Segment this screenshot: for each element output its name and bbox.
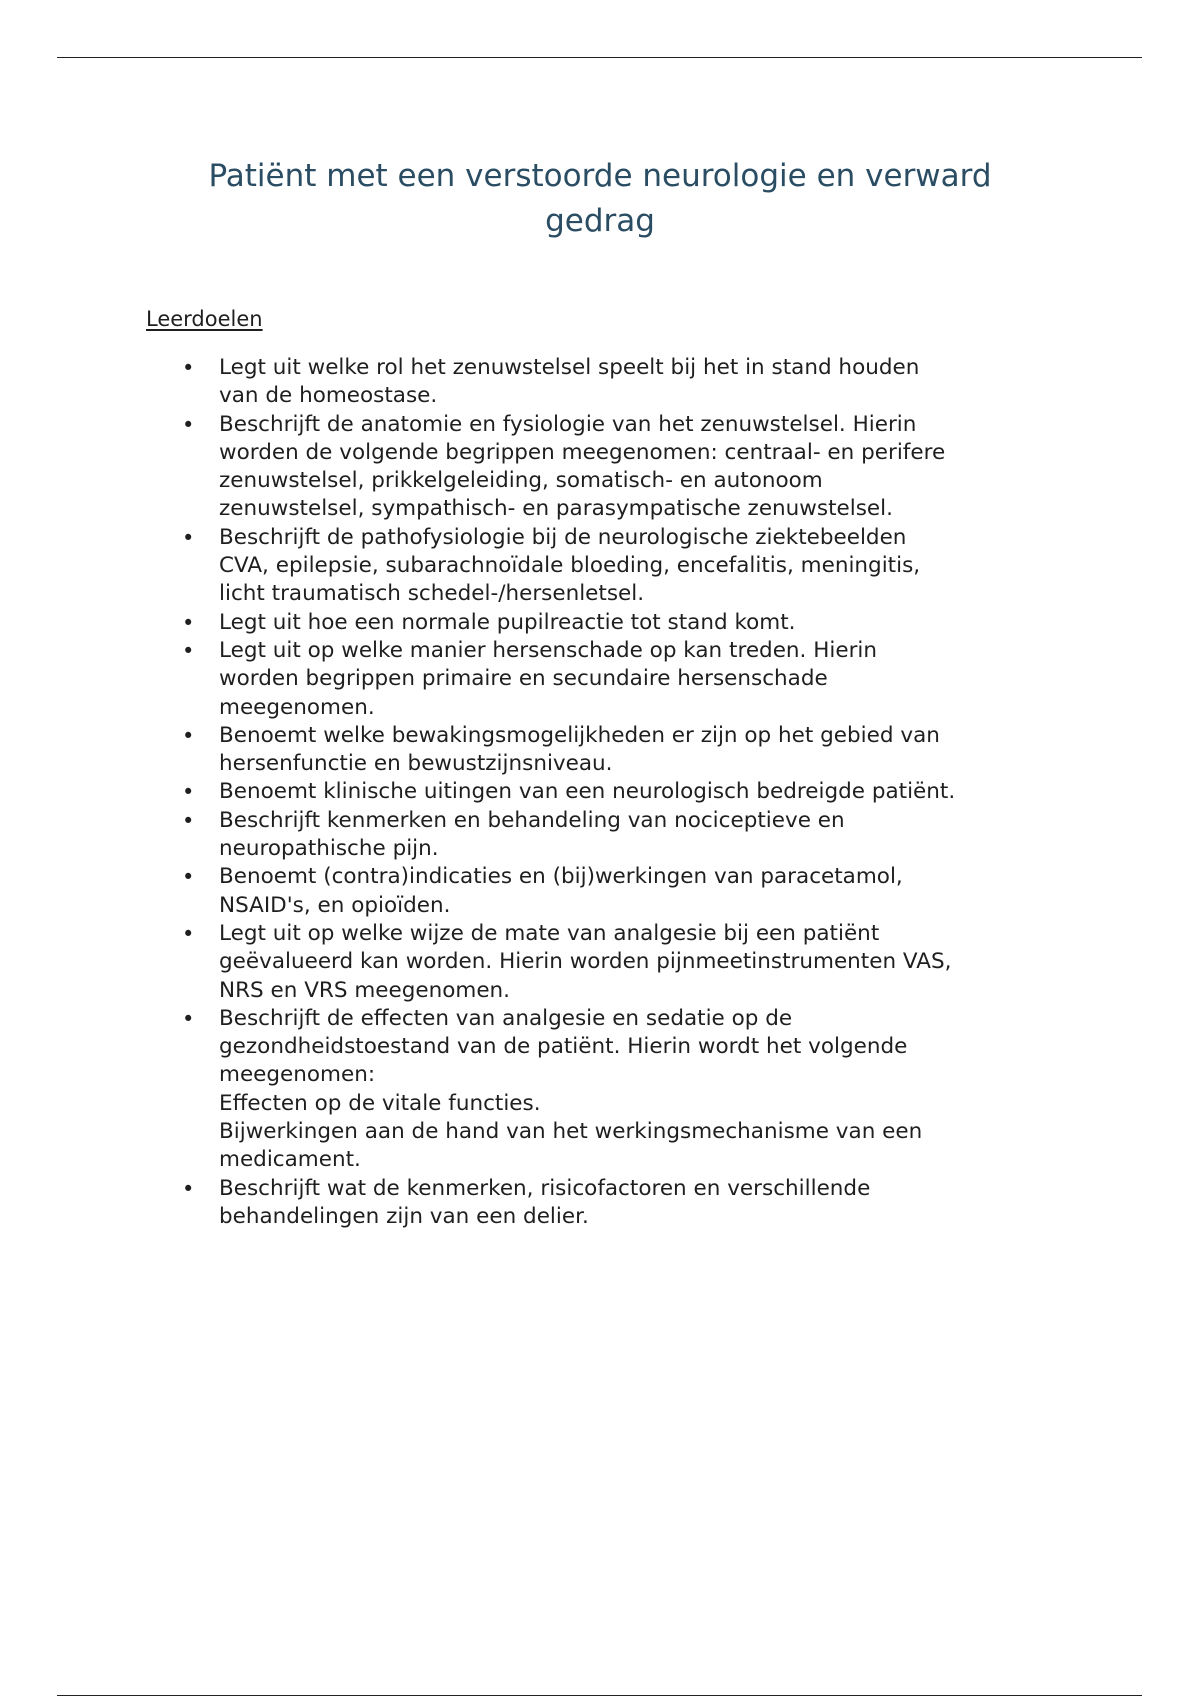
learning-goal-item bbox=[146, 863, 1066, 920]
learning-goals-list bbox=[146, 354, 1066, 1231]
bullet-icon: • bbox=[182, 1006, 195, 1031]
learning-goal-item bbox=[146, 1005, 1066, 1175]
top-rule bbox=[57, 57, 1142, 58]
learning-goal-text: geëvalueerd kan worden. Hierin worden pijnmeetinstrumenten VAS, bbox=[219, 949, 952, 975]
learning-goal-text: NRS en VRS meegenomen. bbox=[219, 977, 511, 1003]
bullet-icon: • bbox=[182, 723, 195, 748]
learning-goal-text: gezondheidstoestand van de patiënt. Hierin wordt het volgende bbox=[219, 1034, 908, 1060]
learning-goal-text: medicament. bbox=[219, 1147, 361, 1173]
bullet-icon: • bbox=[182, 865, 195, 890]
learning-goal-text: worden begrippen primaire en secundaire hersenschade bbox=[219, 666, 828, 692]
learning-goal-item bbox=[146, 411, 1066, 524]
bullet-icon: • bbox=[182, 921, 195, 946]
learning-goal-text: Beschrijft de anatomie en fysiologie van het zenuwstelsel. Hierin bbox=[219, 411, 917, 437]
page-title bbox=[160, 154, 1040, 244]
learning-goal-text: meegenomen. bbox=[219, 694, 375, 720]
learning-goal-text: zenuwstelsel, prikkelgeleiding, somatisch- en autonoom bbox=[219, 468, 823, 494]
learning-goal-item bbox=[146, 778, 1066, 806]
learning-goal-text: Beschrijft wat de kenmerken, risicofactoren en verschillende bbox=[219, 1175, 871, 1201]
learning-goal-text: NSAID's, en opioïden. bbox=[219, 892, 451, 918]
section-heading-leerdoelen: Leerdoelen bbox=[146, 307, 263, 331]
learning-goal-text: Benoemt welke bewakingsmogelijkheden er zijn op het gebied van bbox=[219, 722, 940, 748]
learning-goal-text: Legt uit welke rol het zenuwstelsel speelt bij het in stand houden bbox=[219, 355, 920, 380]
learning-goal-item bbox=[146, 637, 1066, 722]
learning-goal-text: zenuwstelsel, sympathisch- en parasympatische zenuwstelsel. bbox=[219, 496, 893, 522]
learning-goal-text: meegenomen: bbox=[219, 1062, 376, 1088]
learning-goal-text: worden de volgende begrippen meegenomen: centraal- en perifere bbox=[219, 439, 946, 465]
learning-goal-text: Legt uit hoe een normale pupilreactie tot stand komt. bbox=[219, 609, 796, 635]
learning-goal-text: Beschrijft de effecten van analgesie en sedatie op de bbox=[219, 1005, 793, 1031]
learning-goal-item bbox=[146, 722, 1066, 779]
learning-goal-text: van de homeostase. bbox=[219, 383, 438, 409]
learning-goal-item bbox=[146, 1175, 1066, 1232]
learning-goal-text: behandelingen zijn van een delier. bbox=[219, 1203, 589, 1229]
title-line: Patiënt met een verstoorde neurologie en verward bbox=[208, 158, 992, 194]
title-line: gedrag bbox=[545, 203, 655, 239]
bullet-icon: • bbox=[182, 808, 195, 833]
bullet-icon: • bbox=[182, 412, 195, 437]
bullet-icon: • bbox=[182, 638, 195, 663]
learning-goal-item bbox=[146, 807, 1066, 864]
bullet-icon: • bbox=[182, 780, 195, 805]
learning-goal-text: Legt uit op welke wijze de mate van analgesie bij een patiënt bbox=[219, 920, 880, 946]
bullet-icon: • bbox=[182, 610, 195, 635]
learning-goal-text: CVA, epilepsie, subarachnoïdale bloeding, encefalitis, meningitis, bbox=[219, 553, 921, 579]
learning-goal-item bbox=[146, 354, 1066, 411]
learning-goal-text: neuropathische pijn. bbox=[219, 836, 439, 862]
learning-goal-item bbox=[146, 609, 1066, 637]
learning-goal-text: Effecten op de vitale functies. bbox=[219, 1090, 541, 1116]
bullet-icon: • bbox=[182, 1176, 195, 1201]
learning-goal-text: Beschrijft de pathofysiologie bij de neurologische ziektebeelden bbox=[219, 524, 907, 550]
learning-goal-text: Beschrijft kenmerken en behandeling van nociceptieve en bbox=[219, 807, 845, 833]
bottom-rule bbox=[57, 1695, 1142, 1696]
learning-goal-text: hersenfunctie en bewustzijnsniveau. bbox=[219, 751, 613, 777]
learning-goal-text: Legt uit op welke manier hersenschade op kan treden. Hierin bbox=[219, 637, 878, 663]
bullet-icon: • bbox=[182, 356, 195, 380]
learning-goal-text: Benoemt klinische uitingen van een neurologisch bedreigde patiënt. bbox=[219, 779, 956, 805]
learning-goal-text: Benoemt (contra)indicaties en (bij)werkingen van paracetamol, bbox=[219, 864, 903, 890]
learning-goal-item bbox=[146, 920, 1066, 1005]
learning-goal-item bbox=[146, 524, 1066, 609]
learning-goal-text: Bijwerkingen aan de hand van het werkingsmechanisme van een bbox=[219, 1119, 923, 1145]
bullet-icon: • bbox=[182, 525, 195, 550]
learning-goal-text: licht traumatisch schedel-/hersenletsel. bbox=[219, 581, 645, 607]
